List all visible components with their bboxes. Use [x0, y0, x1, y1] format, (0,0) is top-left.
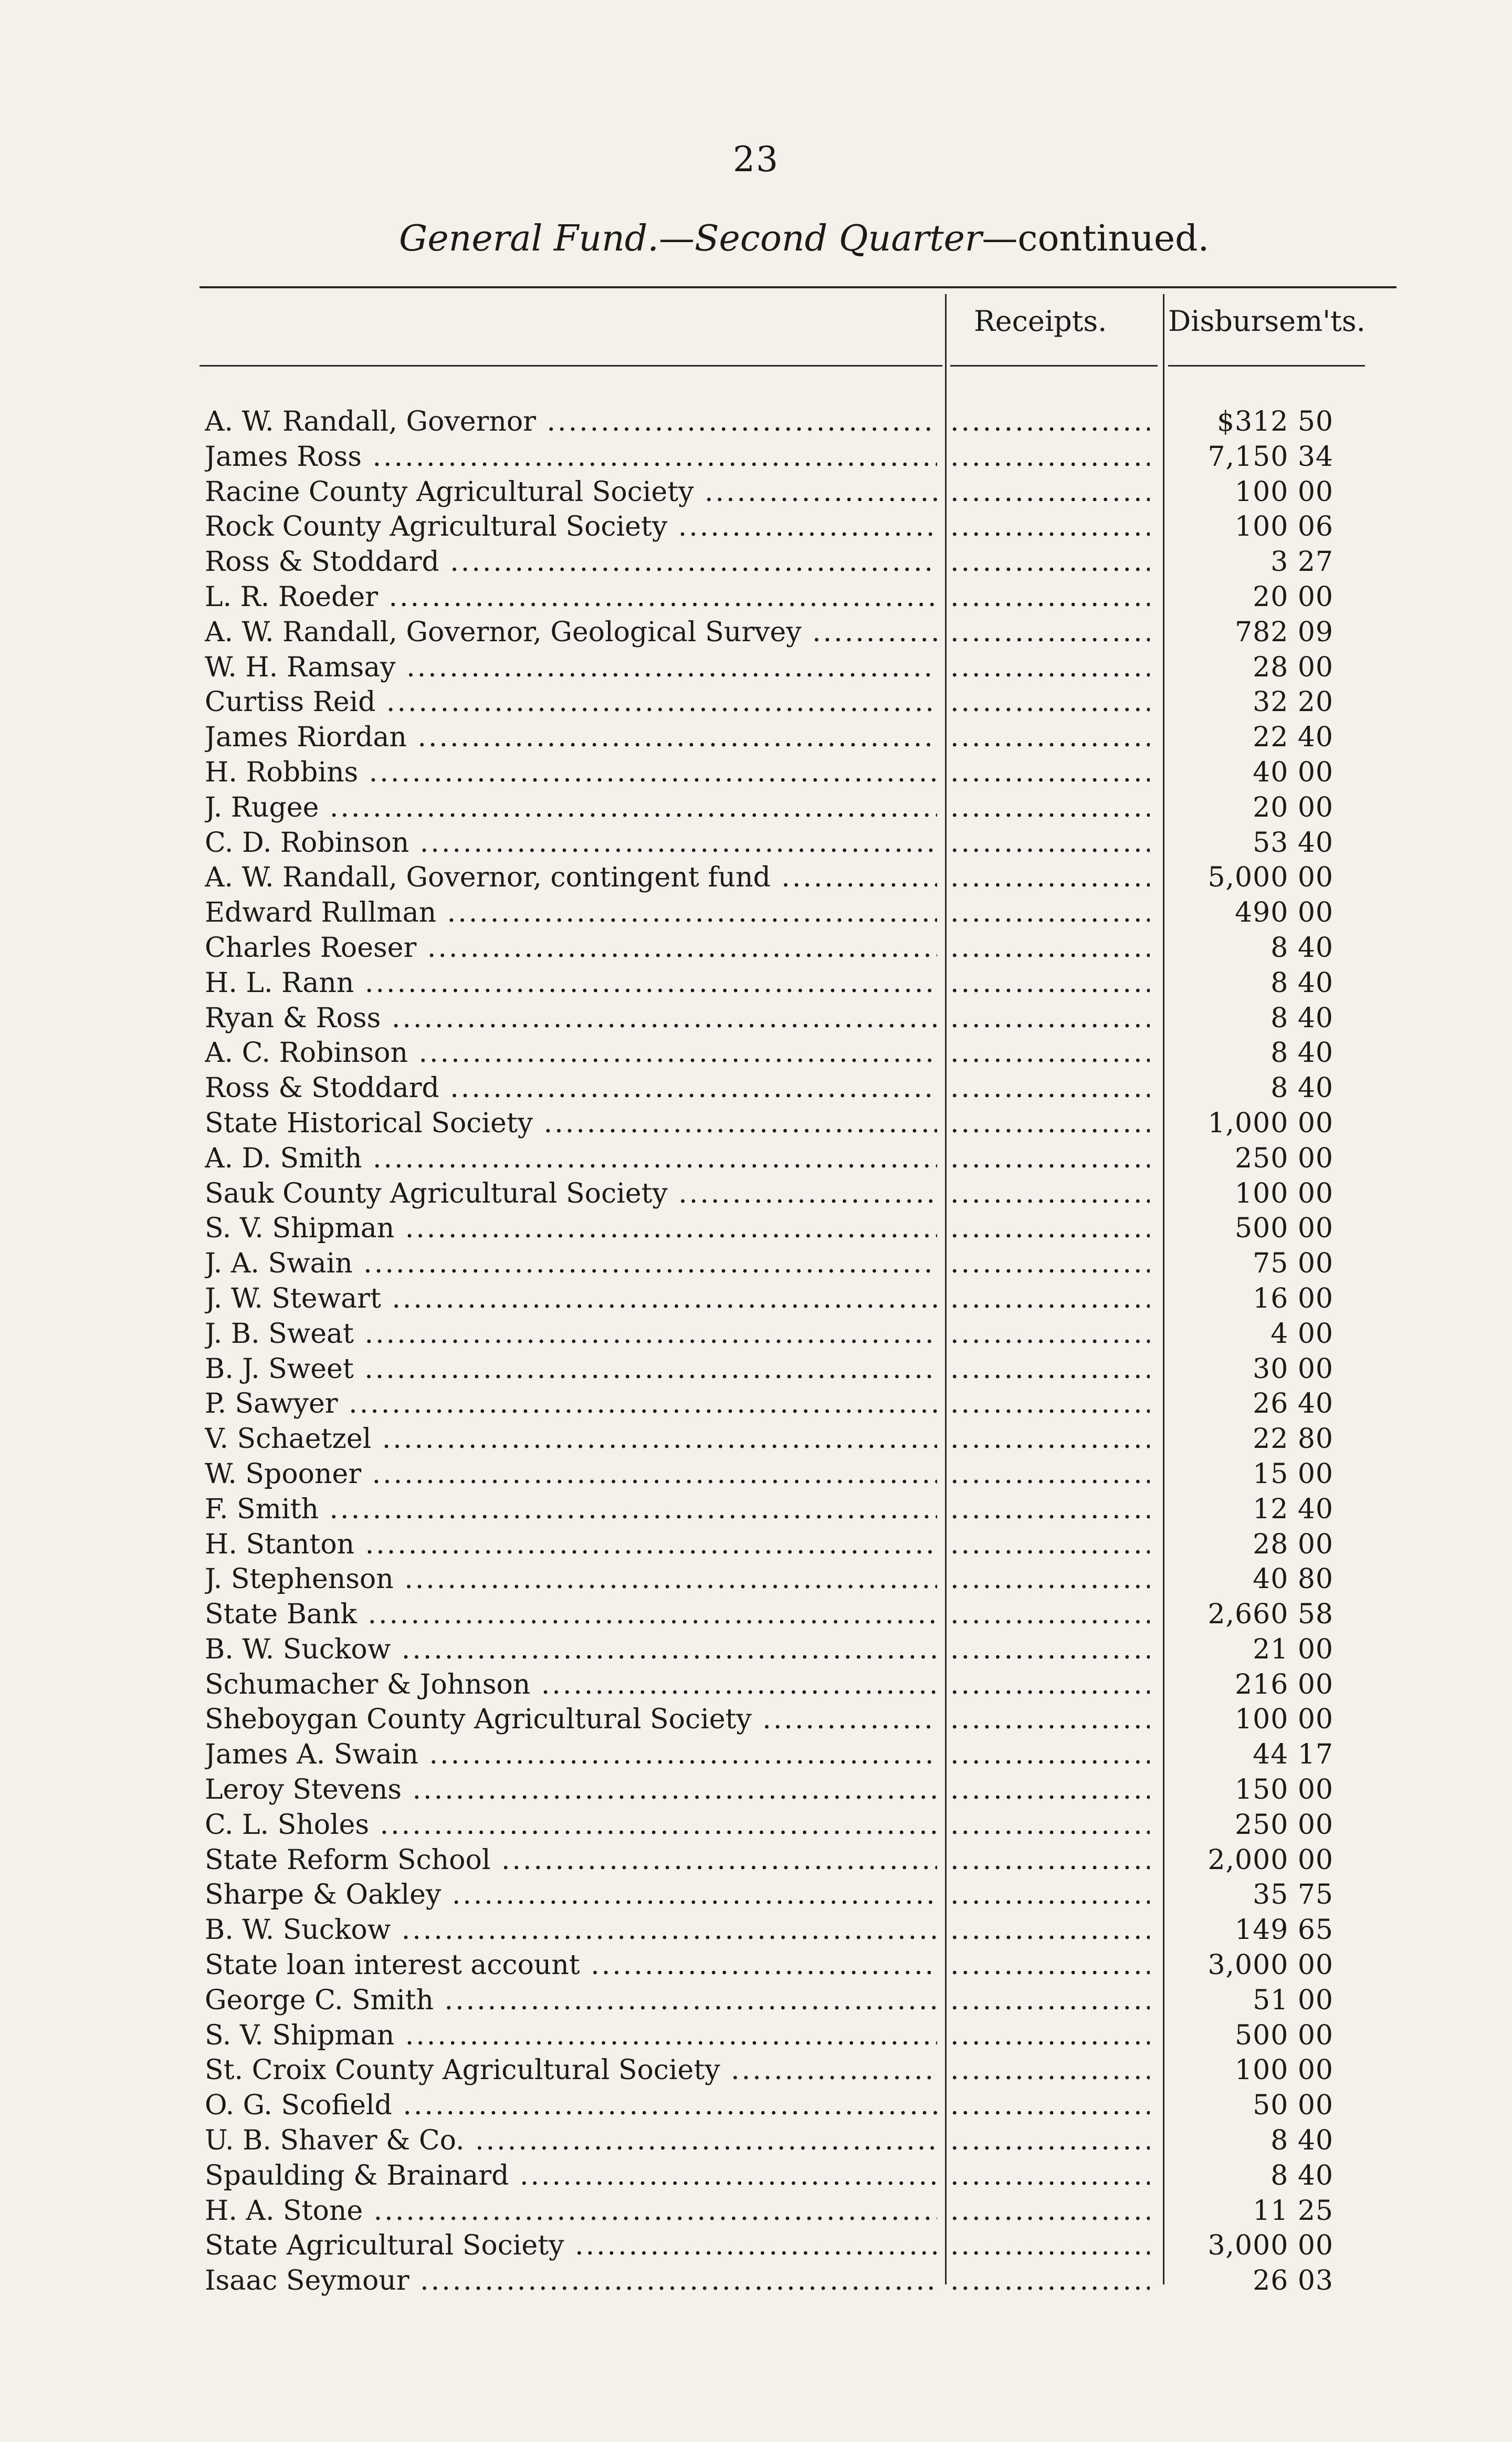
- receipts-cell: [950, 720, 1150, 755]
- payee-name: A. D. Smith .....: [205, 1141, 937, 1176]
- disbursement-amount: 28 00: [1253, 1528, 1334, 1560]
- table-row: [205, 1527, 1391, 1562]
- receipts-cell: [950, 2088, 1150, 2123]
- receipts-cell: [950, 1667, 1150, 1703]
- receipts-cell: [950, 1141, 1150, 1176]
- payee-name: J. Rugee .....: [205, 790, 937, 826]
- payee-name: St. Croix County Agricultural Society .....: [205, 2053, 937, 2088]
- receipts-cell: [950, 1877, 1150, 1913]
- disbursement-amount: 8 40: [1270, 967, 1334, 999]
- table-row: [205, 1913, 1391, 1948]
- receipts-cell: [950, 2263, 1150, 2299]
- receipts-cell: [950, 545, 1150, 580]
- disbursement-amount: 2,000 00: [1208, 1844, 1334, 1876]
- receipts-cell: [950, 685, 1150, 720]
- payee-name: A. C. Robinson .....: [205, 1036, 937, 1071]
- payee-name: B. W. Suckow .....: [205, 1632, 937, 1667]
- table-row: [205, 1071, 1391, 1106]
- receipts-cell: [950, 1001, 1150, 1036]
- disbursement-amount: 30 00: [1253, 1353, 1334, 1385]
- receipts-cell: [950, 1422, 1150, 1457]
- payee-name: Sauk County Agricultural Society .....: [205, 1176, 937, 1212]
- receipts-cell: [950, 440, 1150, 475]
- table-row: [205, 1211, 1391, 1246]
- table-row: [205, 1702, 1391, 1737]
- payee-name: Ryan & Ross .....: [205, 1001, 937, 1036]
- payee-name: C. L. Sholes .....: [205, 1808, 937, 1843]
- payee-name: J. W. Stewart .....: [205, 1281, 937, 1317]
- table-row: [205, 1106, 1391, 1141]
- table-row: [205, 1386, 1391, 1422]
- receipts-cell: [950, 1176, 1150, 1212]
- disbursement-amount: 100 00: [1235, 1704, 1334, 1736]
- table-row: [205, 2228, 1391, 2263]
- receipts-cell: [950, 1913, 1150, 1948]
- table-row: [205, 1737, 1391, 1772]
- table-row: [205, 895, 1391, 931]
- receipts-cell: [950, 1071, 1150, 1106]
- title-quarter: Second Quarter: [694, 218, 982, 259]
- payee-name: B. J. Sweet .....: [205, 1352, 937, 1387]
- table-row: [205, 931, 1391, 966]
- table-row: [205, 615, 1391, 650]
- table-row: [205, 1141, 1391, 1176]
- receipts-cell: [950, 404, 1150, 440]
- payee-name: O. G. Scofield .....: [205, 2088, 937, 2123]
- receipts-cell: [950, 1352, 1150, 1387]
- table-row: [205, 1772, 1391, 1808]
- disbursement-amount: 782 09: [1235, 616, 1334, 648]
- payee-name: F. Smith .....: [205, 1492, 937, 1527]
- disbursement-amount: 8 40: [1270, 2159, 1334, 2191]
- receipts-cell: [950, 1983, 1150, 2018]
- disbursement-amount: 50 00: [1253, 2090, 1334, 2122]
- payee-name: B. W. Suckow .....: [205, 1913, 937, 1948]
- receipts-cell: [950, 1632, 1150, 1667]
- ledger-table: [205, 404, 1391, 2299]
- payee-name: Ross & Stoddard .....: [205, 545, 937, 580]
- receipts-cell: [950, 615, 1150, 650]
- disbursement-amount: 149 65: [1235, 1914, 1334, 1946]
- disbursement-amount: 32 20: [1253, 686, 1334, 718]
- receipts-cell: [950, 2018, 1150, 2053]
- disbursement-amount: 40 80: [1253, 1563, 1334, 1595]
- receipts-cell: [950, 1036, 1150, 1071]
- payee-name: H. Robbins .....: [205, 755, 937, 790]
- payee-name: Charles Roeser .....: [205, 931, 937, 966]
- table-row: [205, 1983, 1391, 2018]
- table-row: [205, 1001, 1391, 1036]
- payee-name: Racine County Agricultural Society .....: [205, 475, 937, 510]
- disbursement-amount: 8 40: [1270, 2125, 1334, 2157]
- payee-name: State Reform School .....: [205, 1843, 937, 1878]
- payee-name: V. Schaetzel .....: [205, 1422, 937, 1457]
- header-rule: [200, 365, 942, 367]
- payee-name: Spaulding & Brainard .....: [205, 2158, 937, 2194]
- receipts-cell: [950, 1843, 1150, 1878]
- disbursement-amount: 16 00: [1253, 1282, 1334, 1314]
- disbursement-amount: 100 06: [1235, 511, 1334, 543]
- disbursement-amount: 22 40: [1253, 722, 1334, 754]
- table-row: [205, 2088, 1391, 2123]
- receipts-cell: [950, 1527, 1150, 1562]
- table-row: [205, 580, 1391, 615]
- table-row: [205, 1176, 1391, 1212]
- table-row: [205, 1597, 1391, 1632]
- receipts-cell: [950, 966, 1150, 1001]
- receipts-cell: [950, 755, 1150, 790]
- table-row: [205, 2194, 1391, 2229]
- header-rule: [950, 365, 1158, 367]
- payee-name: State Historical Society .....: [205, 1106, 937, 1141]
- payee-name: C. D. Robinson .....: [205, 826, 937, 861]
- receipts-cell: [950, 790, 1150, 826]
- disbursement-amount: 3,000 00: [1208, 2230, 1334, 2262]
- payee-name: A. W. Randall, Governor, contingent fund .....: [205, 860, 937, 895]
- table-row: [205, 509, 1391, 545]
- table-row: [205, 755, 1391, 790]
- disbursement-amount: 3 27: [1270, 546, 1334, 578]
- receipts-cell: [950, 2194, 1150, 2229]
- table-row: [205, 1843, 1391, 1878]
- table-row: [205, 1352, 1391, 1387]
- table-row: [205, 2263, 1391, 2299]
- receipts-cell: [950, 931, 1150, 966]
- column-header-disbursements: Disbursem'ts.: [1168, 305, 1366, 338]
- payee-name: J. B. Sweat .....: [205, 1317, 937, 1352]
- payee-name: L. R. Roeder .....: [205, 580, 937, 615]
- table-row: [205, 650, 1391, 685]
- receipts-cell: [950, 509, 1150, 545]
- title-dash: —: [658, 218, 695, 259]
- payee-name: H. L. Rann .....: [205, 966, 937, 1001]
- disbursement-amount: 150 00: [1235, 1774, 1334, 1806]
- payee-name: Ross & Stoddard .....: [205, 1071, 937, 1106]
- receipts-cell: [950, 1106, 1150, 1141]
- table-row: [205, 1948, 1391, 1983]
- receipts-cell: [950, 1562, 1150, 1597]
- receipts-cell: [950, 1597, 1150, 1632]
- payee-name: Leroy Stevens .....: [205, 1772, 937, 1808]
- payee-name: A. W. Randall, Governor .....: [205, 404, 937, 440]
- disbursement-amount: 1,000 00: [1208, 1107, 1334, 1139]
- table-row: [205, 1492, 1391, 1527]
- receipts-cell: [950, 650, 1150, 685]
- disbursement-amount: 216 00: [1235, 1668, 1334, 1700]
- title-fund: General Fund.: [399, 218, 659, 259]
- payee-name: George C. Smith .....: [205, 1983, 937, 2018]
- table-row: [205, 1667, 1391, 1703]
- disbursement-amount: 22 80: [1253, 1423, 1334, 1455]
- disbursement-amount: 44 17: [1253, 1739, 1334, 1771]
- receipts-cell: [950, 1702, 1150, 1737]
- disbursement-amount: 500 00: [1235, 1213, 1334, 1245]
- receipts-cell: [950, 1317, 1150, 1352]
- receipts-cell: [950, 580, 1150, 615]
- receipts-cell: [950, 2158, 1150, 2194]
- table-row: [205, 2123, 1391, 2158]
- disbursement-amount: 5,000 00: [1208, 862, 1334, 894]
- disbursement-amount: 2,660 58: [1208, 1599, 1334, 1631]
- receipts-cell: [950, 1281, 1150, 1317]
- table-row: [205, 1422, 1391, 1457]
- title-dash: —: [982, 218, 1018, 259]
- title-continued: continued.: [1017, 218, 1210, 259]
- disbursement-amount: 75 00: [1253, 1248, 1334, 1280]
- table-row: [205, 966, 1391, 1001]
- disbursement-amount: 490 00: [1235, 897, 1334, 929]
- table-row: [205, 475, 1391, 510]
- payee-name: P. Sawyer .....: [205, 1386, 937, 1422]
- table-row: [205, 1457, 1391, 1492]
- payee-name: State Bank .....: [205, 1597, 937, 1632]
- receipts-cell: [950, 2123, 1150, 2158]
- disbursement-amount: 500 00: [1235, 2019, 1334, 2051]
- receipts-cell: [950, 1386, 1150, 1422]
- payee-name: James Ross .....: [205, 440, 937, 475]
- payee-name: H. Stanton .....: [205, 1527, 937, 1562]
- disbursement-amount: 4 00: [1270, 1318, 1334, 1350]
- payee-name: W. H. Ramsay .....: [205, 650, 937, 685]
- top-rule: [200, 286, 1396, 288]
- disbursement-amount: 40 00: [1253, 756, 1334, 788]
- disbursement-amount: 8 40: [1270, 1072, 1334, 1104]
- payee-name: S. V. Shipman .....: [205, 1211, 937, 1246]
- payee-name: J. Stephenson .....: [205, 1562, 937, 1597]
- table-row: [205, 1877, 1391, 1913]
- page-number: 23: [733, 139, 779, 180]
- table-row: [205, 1036, 1391, 1071]
- disbursement-amount: 26 40: [1253, 1388, 1334, 1420]
- receipts-cell: [950, 1457, 1150, 1492]
- payee-name: Isaac Seymour .....: [205, 2263, 937, 2299]
- disbursement-amount: 20 00: [1253, 791, 1334, 823]
- payee-name: Rock County Agricultural Society .....: [205, 509, 937, 545]
- payee-name: S. V. Shipman .....: [205, 2018, 937, 2053]
- table-row: [205, 2018, 1391, 2053]
- receipts-cell: [950, 1211, 1150, 1246]
- receipts-cell: [950, 1492, 1150, 1527]
- table-row: [205, 2158, 1391, 2194]
- table-row: [205, 826, 1391, 861]
- receipts-cell: [950, 2228, 1150, 2263]
- payee-name: State Agricultural Society .....: [205, 2228, 937, 2263]
- disbursement-amount: 250 00: [1235, 1142, 1334, 1174]
- disbursement-amount: 28 00: [1253, 651, 1334, 683]
- disbursement-amount: $312 50: [1216, 406, 1334, 437]
- table-row: [205, 1246, 1391, 1281]
- disbursement-amount: 21 00: [1253, 1633, 1334, 1665]
- table-row: [205, 1632, 1391, 1667]
- disbursement-amount: 100 00: [1235, 476, 1334, 508]
- disbursement-amount: 15 00: [1253, 1458, 1334, 1490]
- receipts-cell: [950, 860, 1150, 895]
- table-row: [205, 1317, 1391, 1352]
- table-row: [205, 545, 1391, 580]
- disbursement-amount: 8 40: [1270, 1037, 1334, 1069]
- payee-name: A. W. Randall, Governor, Geological Survey .....: [205, 615, 937, 650]
- receipts-cell: [950, 1808, 1150, 1843]
- disbursement-amount: 100 00: [1235, 1177, 1334, 1209]
- payee-name: U. B. Shaver & Co. .....: [205, 2123, 937, 2158]
- disbursement-amount: 26 03: [1253, 2265, 1334, 2297]
- payee-name: H. A. Stone .....: [205, 2194, 937, 2229]
- table-row: [205, 2053, 1391, 2088]
- table-row: [205, 790, 1391, 826]
- disbursement-amount: 51 00: [1253, 1984, 1334, 2016]
- payee-name: Curtiss Reid .....: [205, 685, 937, 720]
- page-title: [399, 218, 1209, 259]
- disbursement-amount: 3,000 00: [1208, 1949, 1334, 1981]
- receipts-cell: [950, 1948, 1150, 1983]
- receipts-cell: [950, 1737, 1150, 1772]
- table-row: [205, 440, 1391, 475]
- disbursement-amount: 250 00: [1235, 1809, 1334, 1841]
- header-rule: [1168, 365, 1365, 367]
- receipts-cell: [950, 1772, 1150, 1808]
- receipts-cell: [950, 2053, 1150, 2088]
- payee-name: W. Spooner .....: [205, 1457, 937, 1492]
- payee-name: Sharpe & Oakley .....: [205, 1877, 937, 1913]
- disbursement-amount: 35 75: [1253, 1879, 1334, 1911]
- table-row: [205, 1808, 1391, 1843]
- disbursement-amount: 53 40: [1253, 827, 1334, 859]
- receipts-cell: [950, 826, 1150, 861]
- disbursement-amount: 8 40: [1270, 1002, 1334, 1034]
- table-row: [205, 1562, 1391, 1597]
- receipts-cell: [950, 475, 1150, 510]
- disbursement-amount: 8 40: [1270, 932, 1334, 964]
- payee-name: James A. Swain .....: [205, 1737, 937, 1772]
- table-row: [205, 720, 1391, 755]
- receipts-cell: [950, 895, 1150, 931]
- payee-name: State loan interest account .....: [205, 1948, 937, 1983]
- disbursement-amount: 100 00: [1235, 2054, 1334, 2086]
- payee-name: Edward Rullman .....: [205, 895, 937, 931]
- receipts-cell: [950, 1246, 1150, 1281]
- disbursement-amount: 12 40: [1253, 1493, 1334, 1525]
- disbursement-amount: 7,150 34: [1208, 441, 1334, 473]
- payee-name: Sheboygan County Agricultural Society .....: [205, 1702, 937, 1737]
- payee-name: J. A. Swain .....: [205, 1246, 937, 1281]
- column-header-receipts: Receipts.: [974, 305, 1107, 338]
- disbursement-amount: 20 00: [1253, 581, 1334, 613]
- payee-name: Schumacher & Johnson .....: [205, 1667, 937, 1703]
- table-row: [205, 404, 1391, 440]
- payee-name: James Riordan .....: [205, 720, 937, 755]
- table-row: [205, 685, 1391, 720]
- table-row: [205, 1281, 1391, 1317]
- disbursement-amount: 11 25: [1253, 2195, 1334, 2227]
- table-row: [205, 860, 1391, 895]
